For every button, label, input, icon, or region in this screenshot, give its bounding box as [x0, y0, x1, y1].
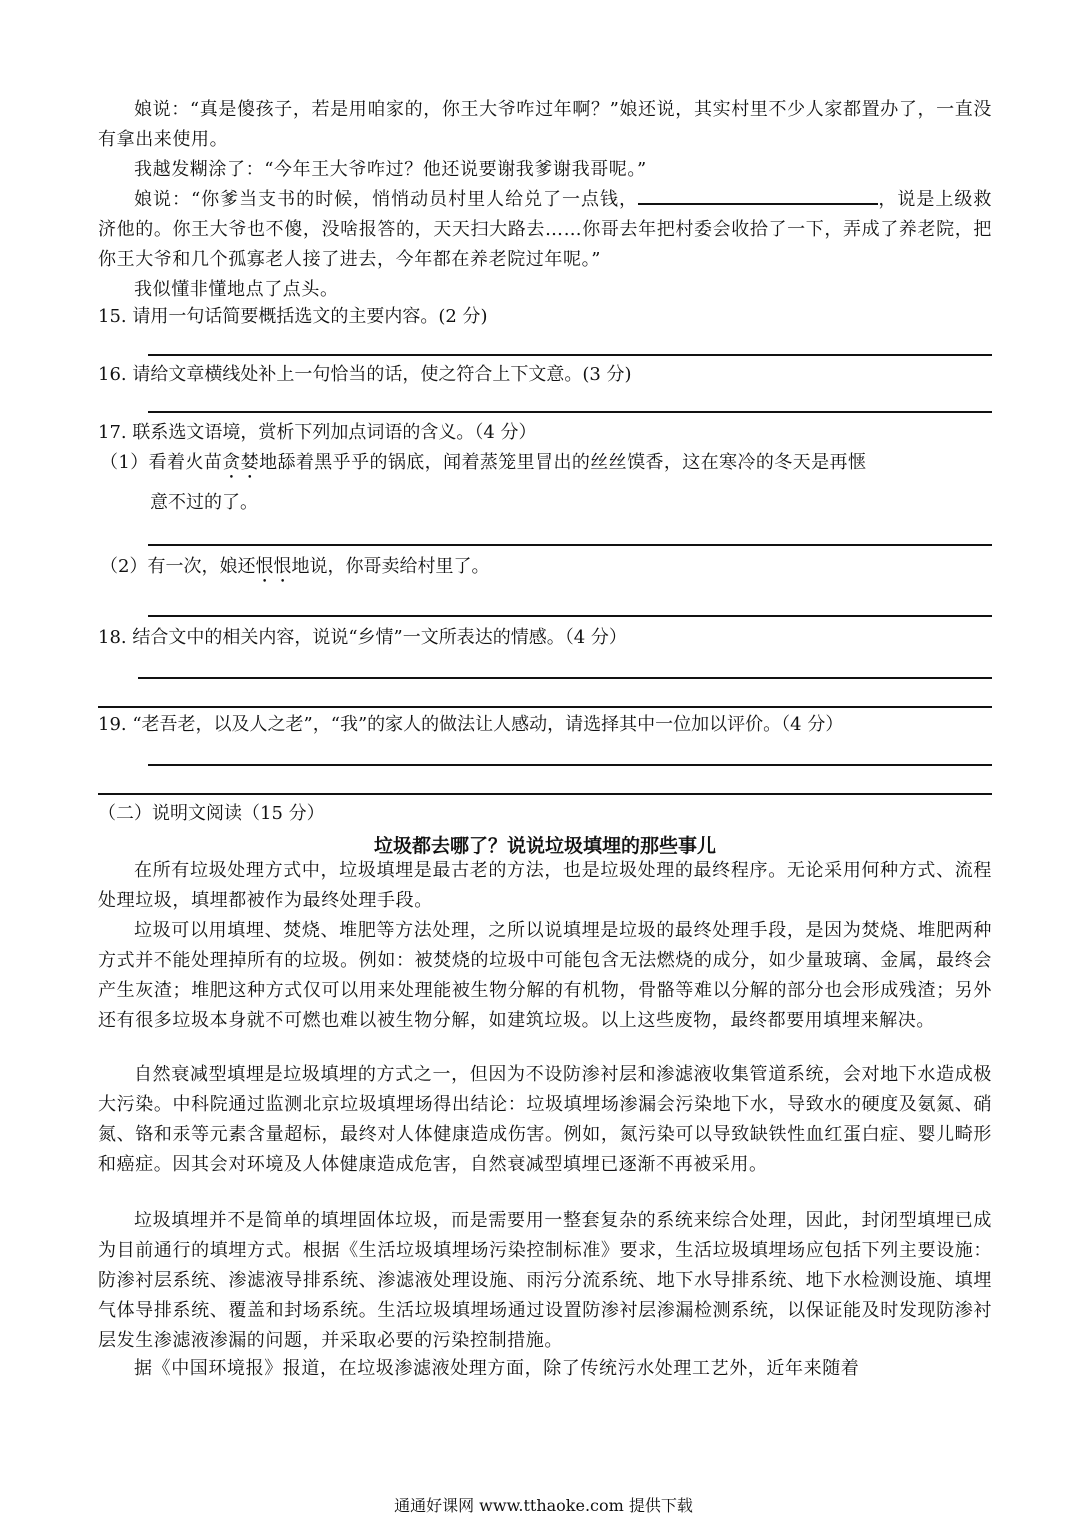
article-paragraph-4: 垃圾填埋并不是简单的填埋固体垃圾，而是需要用一整套复杂的系统来综合处理，因此，封闭型填埋已成为目前通行的填埋方式。根据《生活垃圾填埋场污染控制标准》要求，生活垃圾填埋场应包括下列主要设施：防渗衬层系统、渗滤液导排系统、渗滤液处理设施、雨污分流系统、地下水导排系统、地下水检测设施、填埋气体导排系统、覆盖和封场系统。生活垃圾填埋场通过设置防渗衬层渗漏检测系统，以保证能及时发现防渗衬层发生渗滤液渗漏的问题，并采取必要的污染控制措施。 — [98, 1210, 992, 1351]
answer-line-18b[interactable] — [98, 706, 992, 708]
question-17-1-cont: 意不过的了。 — [150, 492, 258, 513]
question-16: 16. 请给文章横线处补上一句恰当的话，使之符合上下文意。(3 分) — [98, 364, 632, 385]
paragraph-3-after: ，说是上级救济他的。你王大爷也不傻，没啥报答的，天天扫大路去……你哥去年把村委会收拾了一下，弄成了养老院，把你王大爷和几个孤寡老人接了进去，今年都在养老院过年呢。” — [98, 189, 992, 270]
answer-line-15[interactable] — [148, 354, 992, 356]
question-17-1 — [100, 448, 992, 483]
story-paragraph-4: 我似懂非懂地点了点头。 — [134, 279, 339, 300]
story-paragraph-2: 我越发糊涂了：“今年王大爷咋过？他还说要谢我爹谢我哥呢。” — [134, 159, 647, 180]
story-paragraph-1: 娘说：“真是傻孩子，若是用咱家的，你王大爷咋过年啊？”娘还说，其实村里不少人家都置办了，一直没有拿出来使用。 — [98, 99, 992, 150]
article-paragraph-5: 据《中国环境报》报道，在垃圾渗滤液处理方面，除了传统污水处理工艺外，近年来随着 — [134, 1358, 860, 1379]
question-17: 17. 联系选文语境，赏析下列加点词语的含义。（4 分） — [98, 422, 537, 443]
answer-line-17-2[interactable] — [148, 615, 992, 617]
question-19: 19. “老吾老，以及人之老”，“我”的家人的做法让人感动，请选择其中一位加以评价。（4 分） — [98, 714, 844, 735]
section-heading: （二）说明文阅读（15 分） — [98, 803, 325, 824]
article-title: 垃圾都去哪了？说说垃圾填埋的那些事儿 — [373, 835, 716, 857]
q17-2-suffix: 地说，你哥卖给村里了。 — [291, 556, 490, 577]
question-17-2 — [100, 552, 994, 587]
page-footer: 通通好课网 www.tthaoke.com 提供下载 — [394, 1496, 693, 1515]
answer-line-16[interactable] — [148, 411, 992, 413]
dotted-word-1: 贪婪 — [222, 452, 260, 473]
answer-line-19b[interactable] — [98, 793, 992, 795]
answer-line-18a[interactable] — [138, 677, 992, 679]
article-paragraph-1: 在所有垃圾处理方式中，垃圾填埋是最古老的方法，也是垃圾处理的最终程序。无论采用何种方式、流程处理垃圾，填埋都被作为最终处理手段。 — [98, 860, 992, 911]
fill-in-blank[interactable] — [638, 185, 878, 205]
q17-1-prefix: （1）看着火苗 — [100, 452, 223, 473]
answer-line-17-1[interactable] — [148, 544, 992, 546]
article-paragraph-2: 垃圾可以用填埋、焚烧、堆肥等方法处理，之所以说填埋是垃圾的最终处理手段，是因为焚烧、堆肥两种方式并不能处理掉所有的垃圾。例如：被焚烧的垃圾中可能包含无法燃烧的成分，如少量玻璃、金属，最终会产生灰渣；堆肥这种方式仅可以用来处理能被生物分解的有机物，骨骼等难以分解的部分也会形成残渣；另外还有很多垃圾本身就不可燃也难以被生物分解，如建筑垃圾。以上这些废物，最终都要用填埋来解决。 — [98, 920, 992, 1031]
story-paragraph-3 — [98, 185, 992, 275]
question-18: 18. 结合文中的相关内容，说说“乡情”一文所表达的情感。（4 分） — [98, 627, 627, 648]
q17-1-suffix: 地舔着黑乎乎的锅底，闻着蒸笼里冒出的丝丝馍香，这在寒冷的冬天是再惬 — [259, 452, 867, 473]
paragraph-3-before: 娘说：“你爹当支书的时候，悄悄动员村里人给兑了一点钱， — [134, 189, 639, 210]
q17-2-prefix: （2）有一次，娘还 — [100, 556, 256, 577]
question-15: 15. 请用一句话简要概括选文的主要内容。(2 分) — [98, 306, 488, 327]
dotted-word-2: 恨恨 — [255, 556, 292, 577]
article-paragraph-3: 自然衰减型填埋是垃圾填埋的方式之一，但因为不设防渗衬层和渗滤液收集管道系统，会对地下水造成极大污染。中科院通过监测北京垃圾填埋场得出结论：垃圾填埋场渗漏会污染地下水，导致水的硬度及氨氮、硝氮、铬和汞等元素含量超标，最终对人体健康造成伤害。例如，氮污染可以导致缺铁性血红蛋白症、婴儿畸形和癌症。因其会对环境及人体健康造成危害，自然衰减型填埋已逐渐不再被采用。 — [98, 1064, 992, 1175]
answer-line-19a[interactable] — [148, 764, 992, 766]
